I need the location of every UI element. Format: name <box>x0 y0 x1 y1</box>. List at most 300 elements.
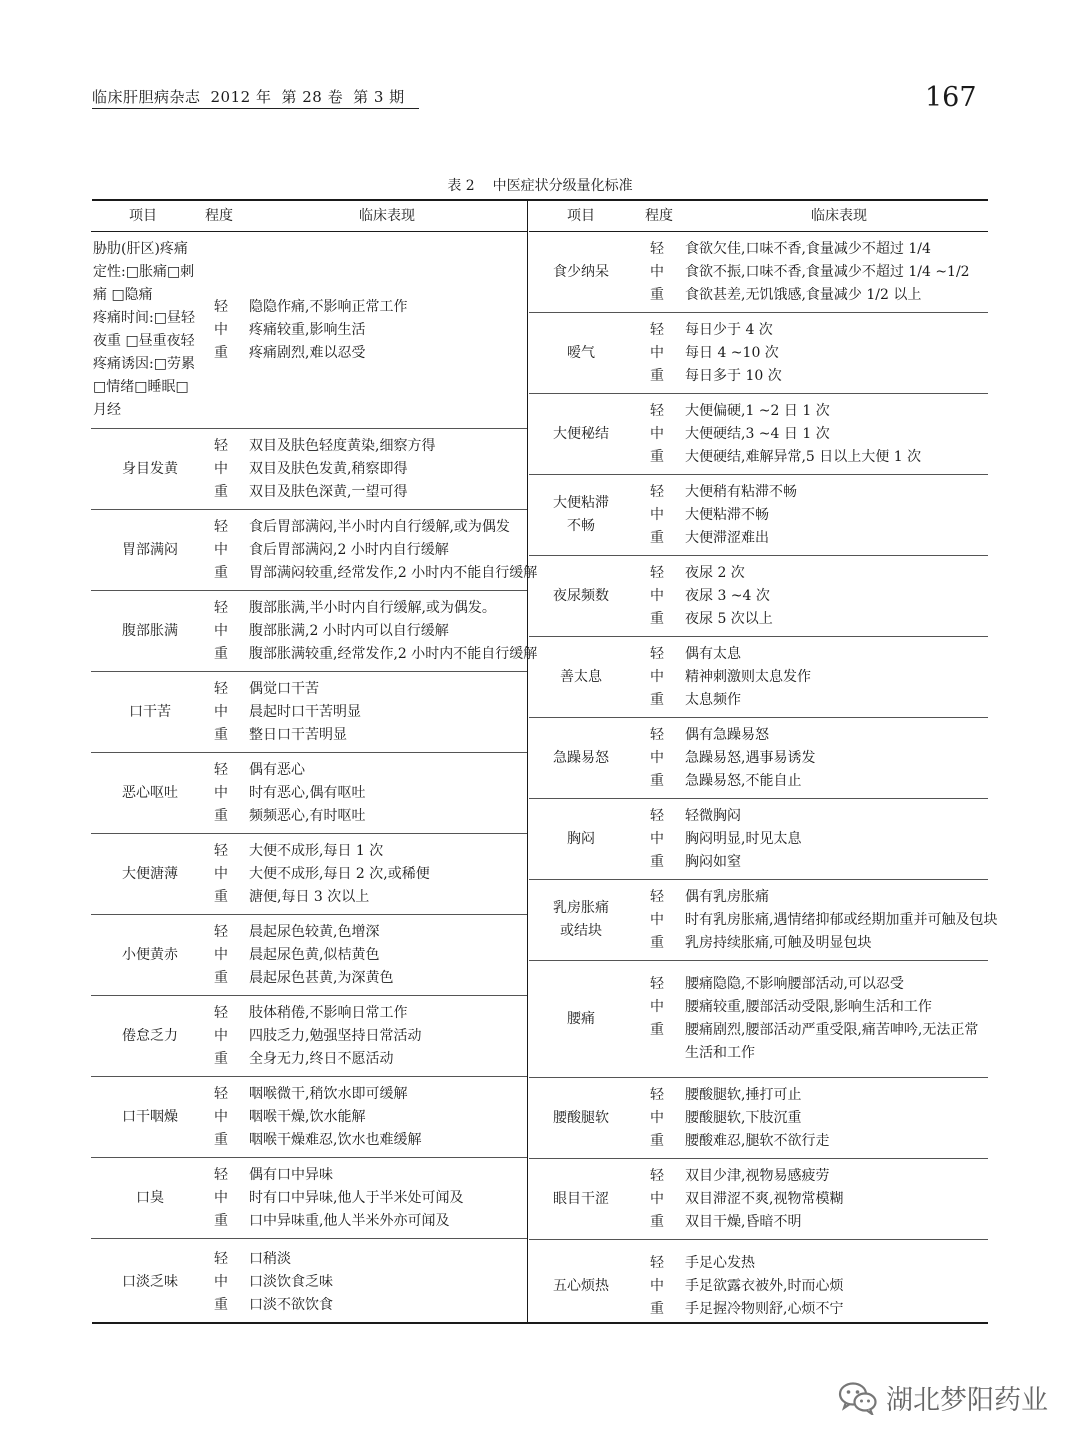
grade-description: 隐隐作痛,不影响正常工作 <box>249 298 408 315</box>
grade-line <box>209 1048 527 1071</box>
grade-degree: 重 <box>214 807 228 824</box>
grade-description: 胸闷明显,时见太息 <box>685 830 802 847</box>
grade-description: 偶有恶心 <box>249 761 305 778</box>
symptom-item <box>91 1239 209 1326</box>
grade-description: 疼痛剧烈,难以忍受 <box>249 344 366 361</box>
grade-degree: 中 <box>214 1027 228 1044</box>
grade-line <box>633 996 988 1019</box>
grade-description: 腰酸腿软,捶打可止 <box>685 1086 802 1103</box>
grade-line <box>209 759 527 782</box>
symptom-item-line: 胁肋(肝区)疼痛 <box>93 241 188 257</box>
table-row <box>529 475 988 556</box>
symptom-item-label: 食少纳呆 <box>553 263 609 280</box>
grade-degree: 轻 <box>214 1251 228 1267</box>
grade-degree: 中 <box>214 1189 228 1206</box>
grade-line <box>633 932 988 955</box>
grade-description: 腹部胀满较重,经常发作,2 小时内不能自行缓解 <box>249 645 538 662</box>
grade-degree: 轻 <box>650 1086 664 1103</box>
grade-description: 食欲不振,口味不香,食量减少不超过 1/4 ~1/2 <box>685 263 970 280</box>
grade-degree: 中 <box>650 999 664 1015</box>
symptom-item-label: 五心烦热 <box>553 1278 609 1294</box>
grade-line <box>633 851 988 874</box>
grade-list <box>633 475 988 555</box>
grade-line <box>633 238 988 261</box>
grade-list <box>633 313 988 393</box>
grade-degree: 中 <box>650 749 664 766</box>
grade-degree: 轻 <box>650 1255 664 1271</box>
grade-description: 晨起尿色较黄,色增深 <box>249 923 380 940</box>
grade-line <box>209 840 527 863</box>
grade-line <box>633 400 988 423</box>
grade-description: 咽喉干燥难忍,饮水也难缓解 <box>249 1131 422 1148</box>
grade-description: 偶有乳房胀痛 <box>685 888 769 905</box>
symptom-item-label: 腹部胀满 <box>122 622 178 639</box>
grade-line <box>209 1248 527 1271</box>
watermark <box>838 1378 1048 1417</box>
symptom-item <box>91 834 209 914</box>
grade-description: 双目干燥,昏暗不明 <box>685 1213 802 1230</box>
grade-line <box>209 1271 527 1294</box>
grade-degree: 轻 <box>650 888 664 905</box>
grade-degree: 重 <box>650 1213 664 1230</box>
grade-line <box>633 1275 988 1298</box>
symptom-item-label: 善太息 <box>560 668 602 685</box>
header-manifestation: 临床表现 <box>359 208 415 224</box>
grade-description: 急躁易怒,遇事易诱发 <box>685 749 816 766</box>
table-row <box>529 1240 988 1333</box>
table-left-column <box>91 201 538 1326</box>
grade-list <box>633 1159 988 1239</box>
table-row <box>91 834 527 915</box>
grade-line <box>633 1252 988 1275</box>
grade-line <box>633 365 988 388</box>
grade-description: 偶觉口干苦 <box>249 680 319 697</box>
grade-degree: 轻 <box>214 1166 228 1183</box>
grade-degree: 中 <box>214 865 228 882</box>
table-row <box>91 510 538 591</box>
grade-description: 食欲甚差,无饥饿感,食量减少 1/2 以上 <box>685 286 922 303</box>
grade-line <box>633 973 988 996</box>
journal-issue: 第 3 期 <box>353 88 405 106</box>
table-row <box>91 1077 527 1158</box>
grade-list <box>209 672 527 752</box>
grade-description: 咽喉微干,稍饮水即可缓解 <box>249 1085 408 1102</box>
grade-degree: 中 <box>650 830 664 847</box>
grade-list <box>209 915 527 995</box>
table-row <box>91 1239 527 1326</box>
grade-degree: 重 <box>214 726 228 743</box>
symptom-item <box>529 556 633 636</box>
header-manifestation: 临床表现 <box>811 208 867 224</box>
grade-degree: 轻 <box>214 599 228 616</box>
grade-description: 胃部满闷较重,经常发作,2 小时内不能自行缓解 <box>249 564 538 581</box>
grade-line <box>633 562 988 585</box>
symptom-item <box>529 475 633 555</box>
grade-line <box>209 296 527 319</box>
symptom-item-line: 或结块 <box>560 923 602 939</box>
grade-line <box>209 435 527 458</box>
grade-degree: 重 <box>214 564 228 581</box>
grade-list <box>209 232 527 428</box>
grade-list <box>633 394 988 474</box>
symptom-item-line: 月经 <box>93 402 121 418</box>
grade-description: 偶有急躁易怒 <box>685 726 769 743</box>
table-row <box>91 591 538 672</box>
symptom-item <box>529 799 633 879</box>
grade-description: 疼痛较重,影响生活 <box>249 321 366 338</box>
grade-description: 大便硬结,难解异常,5 日以上大便 1 次 <box>685 448 922 465</box>
grade-description: 夜尿 3 ~4 次 <box>685 587 770 604</box>
symptom-item <box>529 313 633 393</box>
grade-degree: 重 <box>214 1297 228 1313</box>
grade-degree: 轻 <box>650 564 664 581</box>
symptom-item <box>529 232 633 312</box>
table-row <box>529 961 988 1078</box>
grade-degree: 重 <box>650 610 664 627</box>
grade-line <box>209 597 527 620</box>
grade-description: 腰酸难忍,腿软不欲行走 <box>685 1132 830 1149</box>
grade-degree: 中 <box>214 784 228 801</box>
grade-degree: 轻 <box>650 321 664 338</box>
grade-degree: 重 <box>214 645 228 662</box>
grade-description: 晨起时口干苦明显 <box>249 703 361 720</box>
grade-degree: 重 <box>214 483 228 500</box>
grade-description: 轻微胸闷 <box>685 807 741 824</box>
grade-description: 手足握冷物则舒,心烦不宁 <box>685 1301 844 1317</box>
grade-description: 晨起尿色甚黄,为深黄色 <box>249 969 394 986</box>
grade-degree: 重 <box>214 1212 228 1229</box>
grade-description: 晨起尿色黄,似桔黄色 <box>249 946 380 963</box>
grade-line <box>209 481 527 504</box>
table-row <box>91 915 527 996</box>
grade-line <box>633 747 988 770</box>
symptom-item-label: 大便秘结 <box>553 425 609 442</box>
grade-description: 大便硬结,3 ~4 日 1 次 <box>685 425 830 442</box>
symptom-item-label: 身目发黄 <box>122 460 178 477</box>
table-row <box>91 753 527 834</box>
grade-description: 双目少津,视物易感疲劳 <box>685 1167 830 1184</box>
grade-line <box>633 319 988 342</box>
symptom-item <box>91 1158 209 1238</box>
grade-line <box>633 342 988 365</box>
grade-line <box>633 608 988 631</box>
symptom-item-label: 口臭 <box>136 1189 164 1206</box>
grade-line <box>633 504 988 527</box>
grade-line <box>633 261 988 284</box>
table-row <box>529 1078 988 1159</box>
symptom-item-label: 口干苦 <box>129 703 171 720</box>
grade-description: 大便滞涩难出 <box>685 529 769 546</box>
grade-description: 太息频作 <box>685 691 741 708</box>
grade-list <box>633 718 988 798</box>
grade-line <box>633 1188 988 1211</box>
grade-degree: 重 <box>650 1132 664 1149</box>
symptom-item <box>91 591 209 671</box>
symptom-item <box>91 232 209 428</box>
grade-description: 时有恶心,偶有呕吐 <box>249 784 366 801</box>
grade-line <box>209 1294 527 1317</box>
grade-line <box>633 1130 988 1153</box>
grade-line <box>633 1107 988 1130</box>
grade-list <box>209 834 527 914</box>
symptom-item-line: 痛 □隐痛 <box>93 287 153 303</box>
grade-degree: 轻 <box>650 726 664 743</box>
symptom-item <box>529 1159 633 1239</box>
grade-list <box>209 429 527 509</box>
grade-description: 双目及肤色深黄,一望可得 <box>249 483 408 500</box>
grade-degree: 中 <box>650 1278 664 1294</box>
grade-description: 食欲欠佳,口味不香,食量减少不超过 1/4 <box>685 240 931 257</box>
grade-line <box>633 689 988 712</box>
grade-description: 双目及肤色轻度黄染,细察方得 <box>249 437 436 454</box>
rows-left <box>91 232 538 1326</box>
grade-list <box>633 880 998 960</box>
grade-description: 夜尿 2 次 <box>685 564 745 581</box>
grade-line <box>209 944 527 967</box>
grade-line <box>633 643 988 666</box>
grade-degree: 轻 <box>650 402 664 419</box>
grade-degree: 中 <box>214 1274 228 1290</box>
grade-degree: 重 <box>650 529 664 546</box>
rows-right <box>529 232 998 1333</box>
column-header-right <box>529 201 988 232</box>
symptom-item-label: 急躁易怒 <box>553 749 609 766</box>
symptom-item <box>91 672 209 752</box>
grade-line <box>209 342 527 365</box>
grade-line <box>633 828 988 851</box>
grade-line <box>209 539 527 562</box>
symptom-item <box>529 1078 633 1158</box>
symptom-item-line: 疼痛时间:□昼轻 <box>93 310 195 326</box>
grade-degree: 中 <box>650 1109 664 1126</box>
grade-line <box>633 886 988 909</box>
grade-degree: 重 <box>650 1022 664 1038</box>
grade-description: 腹部胀满,半小时内自行缓解,或为偶发。 <box>249 599 496 616</box>
grade-degree: 中 <box>650 668 664 685</box>
grade-degree: 轻 <box>214 923 228 940</box>
column-divider <box>527 201 528 1322</box>
grade-line <box>209 782 527 805</box>
page-number: 167 <box>925 82 977 113</box>
grade-line <box>633 1211 988 1234</box>
grade-description: 频频恶心,有时呕吐 <box>249 807 366 824</box>
symptom-item <box>91 996 209 1076</box>
symptom-item-label: 胃部满闷 <box>122 541 178 558</box>
grade-description: 咽喉干燥,饮水能解 <box>249 1108 366 1125</box>
grade-line <box>633 666 988 689</box>
symptom-item <box>91 1077 209 1157</box>
grade-line <box>209 863 527 886</box>
grade-list <box>209 591 538 671</box>
grade-description: 每日少于 4 次 <box>685 321 773 338</box>
symptom-item-label: 胸闷 <box>567 830 595 847</box>
grade-line <box>633 1084 988 1107</box>
grade-degree: 中 <box>650 344 664 361</box>
grade-line <box>209 1164 527 1187</box>
grade-list <box>633 232 988 312</box>
running-header <box>92 86 419 109</box>
grade-line <box>209 1210 527 1233</box>
grade-degree: 重 <box>214 888 228 905</box>
grade-degree: 中 <box>214 946 228 963</box>
symptom-item-label: 口干咽燥 <box>122 1108 178 1125</box>
grade-line <box>209 886 527 909</box>
grade-degree: 中 <box>650 1190 664 1207</box>
journal-year: 2012 年 <box>210 88 272 106</box>
symptom-item-line: 乳房胀痛 <box>553 900 609 916</box>
table-row <box>529 394 988 475</box>
grade-degree: 重 <box>650 934 664 951</box>
grade-line <box>633 1165 988 1188</box>
grade-degree: 重 <box>214 969 228 986</box>
grade-degree: 轻 <box>214 1085 228 1102</box>
grade-description: 大便粘滞不畅 <box>685 506 769 523</box>
grade-degree: 轻 <box>650 976 664 992</box>
grade-degree: 中 <box>650 425 664 442</box>
grade-line <box>209 620 527 643</box>
grade-degree: 重 <box>650 772 664 789</box>
grade-line <box>209 1129 527 1152</box>
column-header-left <box>91 201 527 232</box>
grade-description: 腰痛隐隐,不影响腰部活动,可以忍受 <box>685 976 904 992</box>
grade-description: 腰痛较重,腰部活动受限,影响生活和工作 <box>685 999 932 1015</box>
grade-line <box>209 967 527 990</box>
grade-degree: 中 <box>214 1108 228 1125</box>
grade-list <box>633 1240 988 1333</box>
table-row <box>529 1159 988 1240</box>
grade-degree: 轻 <box>214 298 228 315</box>
grade-list <box>633 799 988 879</box>
grade-line <box>209 516 527 539</box>
grade-description: 每日多于 10 次 <box>685 367 782 384</box>
grade-description: 偶有太息 <box>685 645 741 662</box>
table-row <box>529 799 988 880</box>
grade-list <box>633 556 988 636</box>
grade-description: 食后胃部满闷,半小时内自行缓解,或为偶发 <box>249 518 510 535</box>
grade-line <box>633 724 988 747</box>
grade-degree: 中 <box>650 263 664 280</box>
grade-degree: 中 <box>214 460 228 477</box>
grade-list <box>209 996 527 1076</box>
grade-list <box>209 1239 527 1326</box>
symptom-item-label: 恶心呕吐 <box>122 784 178 801</box>
grade-degree: 重 <box>650 691 664 708</box>
grade-description: 口淡不欲饮食 <box>249 1297 333 1313</box>
grade-list <box>209 753 527 833</box>
grade-description: 胸闷如窒 <box>685 853 741 870</box>
grade-degree: 重 <box>650 286 664 303</box>
grade-line <box>633 1298 988 1321</box>
header-degree: 程度 <box>205 208 233 224</box>
grade-degree: 中 <box>214 703 228 720</box>
grade-degree: 轻 <box>650 483 664 500</box>
table-right-column <box>529 201 998 1333</box>
grade-line <box>633 770 988 793</box>
grade-line <box>209 562 538 585</box>
table-row <box>529 637 988 718</box>
grade-degree: 轻 <box>214 842 228 859</box>
grade-degree: 重 <box>650 853 664 870</box>
watermark-text: 湖北梦阳药业 <box>886 1385 1048 1416</box>
grade-list <box>633 1078 988 1158</box>
grade-line <box>633 909 998 932</box>
grade-degree: 重 <box>214 1131 228 1148</box>
table-row <box>91 1158 527 1239</box>
grade-list <box>209 510 538 590</box>
symptom-item <box>91 753 209 833</box>
grade-description: 腰痛剧烈,腰部活动严重受限,痛苦呻吟,无法正常生活和工作 <box>685 1022 979 1061</box>
symptom-item-label: 大便溏薄 <box>122 865 178 882</box>
grade-degree: 重 <box>650 448 664 465</box>
grade-line <box>633 527 988 550</box>
symptom-item-label: 嗳气 <box>567 344 595 361</box>
grade-description: 时有乳房胀痛,遇情绪抑郁或经期加重并可触及包块 <box>685 911 998 928</box>
grade-degree: 中 <box>650 587 664 604</box>
grade-line <box>209 1187 527 1210</box>
journal-volume: 第 28 卷 <box>281 88 344 106</box>
symptom-item-label: 眼目干涩 <box>553 1190 609 1207</box>
symptom-item <box>529 961 633 1077</box>
grade-line <box>209 805 527 828</box>
grade-line <box>209 458 527 481</box>
table-row <box>529 718 988 799</box>
grade-description: 大便不成形,每日 1 次 <box>249 842 384 859</box>
grade-description: 每日 4 ~10 次 <box>685 344 779 361</box>
table-label: 表 2 <box>447 178 475 194</box>
grade-line <box>209 643 538 666</box>
grade-degree: 中 <box>214 622 228 639</box>
grade-line <box>209 701 527 724</box>
grade-description: 整日口干苦明显 <box>249 726 347 743</box>
grade-list <box>633 637 988 717</box>
grade-description: 时有口中异味,他人于半米处可闻及 <box>249 1189 464 1206</box>
grade-line <box>209 1083 527 1106</box>
symptom-item <box>529 880 633 960</box>
grade-line <box>209 1025 527 1048</box>
symptom-item-label: 腰痛 <box>567 1010 595 1027</box>
grade-description: 溏便,每日 3 次以上 <box>249 888 370 905</box>
grade-degree: 中 <box>650 911 664 928</box>
grade-line <box>633 805 988 828</box>
grade-degree: 中 <box>650 506 664 523</box>
grade-degree: 轻 <box>650 645 664 662</box>
grade-description: 肢体稍倦,不影响日常工作 <box>249 1004 408 1021</box>
grade-line <box>209 724 527 747</box>
grade-description: 乳房持续胀痛,可触及明显包块 <box>685 934 872 951</box>
symptom-item <box>91 915 209 995</box>
grade-degree: 轻 <box>650 1167 664 1184</box>
grade-description: 口中异味重,他人半米外亦可闻及 <box>249 1212 450 1229</box>
grade-degree: 轻 <box>214 761 228 778</box>
symptom-item-line: 不畅 <box>567 518 595 534</box>
grade-description: 双目滞涩不爽,视物常模糊 <box>685 1190 844 1207</box>
grade-line <box>633 585 988 608</box>
grade-line <box>209 921 527 944</box>
grade-degree: 轻 <box>214 1004 228 1021</box>
grade-degree: 轻 <box>650 240 664 257</box>
symptom-item-line: 定性:□胀痛□刺 <box>93 264 195 280</box>
grade-description: 手足欲露衣被外,时而心烦 <box>685 1278 844 1294</box>
table-row <box>91 996 527 1077</box>
grade-line <box>633 284 988 307</box>
grade-description: 夜尿 5 次以上 <box>685 610 773 627</box>
grade-list <box>633 961 988 1077</box>
table-row <box>529 313 988 394</box>
symptom-item-label: 腰酸腿软 <box>553 1109 609 1126</box>
grade-line <box>633 481 988 504</box>
grade-description: 偶有口中异味 <box>249 1166 333 1183</box>
grade-line <box>633 446 988 469</box>
